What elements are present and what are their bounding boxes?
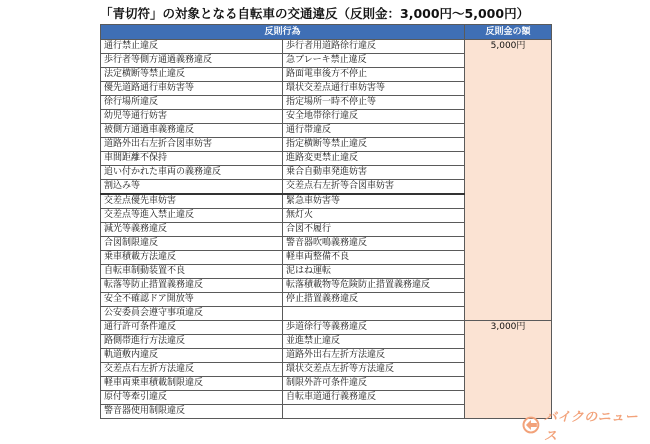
violation-cell-left: 公安委員会遵守事項違反 (101, 307, 283, 321)
site-logo (522, 406, 650, 444)
violation-cell-left: 安全不確認ドア開放等 (101, 293, 283, 307)
violation-cell-left: 原付等牽引違反 (101, 391, 283, 405)
violation-cell-right: 並進禁止違反 (283, 335, 465, 349)
table-row (101, 40, 552, 54)
violation-cell-left: 法定横断等禁止違反 (101, 68, 283, 82)
violation-cell-left: 減光等義務違反 (101, 223, 283, 237)
violation-cell-right: 環状交差点左折等方法違反 (283, 363, 465, 377)
violation-fine-table (100, 24, 552, 419)
violation-cell-left: 車間距離不保持 (101, 152, 283, 166)
violation-cell-left: 軌道敷内違反 (101, 349, 283, 363)
violation-cell-right: 軽車両整備不良 (283, 251, 465, 265)
page-title: 「青切符」の対象となる自転車の交通違反（反則金：3,000円〜5,000円） (100, 6, 530, 21)
violation-cell-left: 交差点優先車妨害 (101, 194, 283, 209)
violation-cell-right: 転落積載物等危険防止措置義務違反 (283, 279, 465, 293)
violation-cell-right: 道路外出右左折方法違反 (283, 349, 465, 363)
violation-cell-left: 歩行者等側方通過義務違反 (101, 54, 283, 68)
header-fine: 反則金の額 (465, 25, 552, 40)
violation-cell-right: 無灯火 (283, 209, 465, 223)
violation-cell-left: 路側帯進行方法違反 (101, 335, 283, 349)
violation-cell-left: 交差点右左折方法違反 (101, 363, 283, 377)
violation-cell-right: 環状交差点通行車妨害等 (283, 82, 465, 96)
header-violation: 反則行為 (101, 25, 465, 40)
violation-cell-left: 割込み等 (101, 180, 283, 195)
violation-cell-right: 交差点右左折等合図車妨害 (283, 180, 465, 195)
violation-cell-left: 通行許可条件違反 (101, 321, 283, 335)
violation-cell-left: 通行禁止違反 (101, 40, 283, 54)
violation-cell-right: 緊急車妨害等 (283, 194, 465, 209)
violation-cell-right: 警音器吹鳴義務違反 (283, 237, 465, 251)
violation-cell-left: 転落等防止措置義務違反 (101, 279, 283, 293)
violation-cell-left: 乗車積載方法違反 (101, 251, 283, 265)
bike-news-logo-icon (522, 416, 542, 434)
violation-cell-left: 追い付かれた車両の義務違反 (101, 166, 283, 180)
fine-amount-cell: 3,000円 (465, 321, 552, 419)
violation-cell-right (283, 405, 465, 419)
violation-cell-right: 指定横断等禁止違反 (283, 138, 465, 152)
violation-cell-left: 徐行場所違反 (101, 96, 283, 110)
violation-cell-right: 制限外許可条件違反 (283, 377, 465, 391)
violation-cell-right: 通行帯違反 (283, 124, 465, 138)
violation-cell-left: 軽車両乗車積載制限違反 (101, 377, 283, 391)
logo-text: バイクのニュース (543, 410, 639, 444)
violation-cell-right: 歩道徐行等義務違反 (283, 321, 465, 335)
violation-cell-right: 乗合自動車発進妨害 (283, 166, 465, 180)
fine-amount-cell: 5,000円 (465, 40, 552, 321)
violation-cell-left: 交差点等進入禁止違反 (101, 209, 283, 223)
table-body (101, 40, 552, 419)
violation-cell-right: 指定場所一時不停止等 (283, 96, 465, 110)
table-header-row (101, 25, 552, 40)
violation-cell-left: 自転車制動装置不良 (101, 265, 283, 279)
violation-cell-left: 合図制限違反 (101, 237, 283, 251)
violation-cell-left: 優先道路通行車妨害等 (101, 82, 283, 96)
violation-cell-right: 泥はね運転 (283, 265, 465, 279)
violation-cell-left: 警音器使用制限違反 (101, 405, 283, 419)
violation-cell-right: 合図不履行 (283, 223, 465, 237)
violation-cell-right: 急ブレーキ禁止違反 (283, 54, 465, 68)
violation-cell-right: 歩行者用道路徐行違反 (283, 40, 465, 54)
violation-cell-right: 安全地帯徐行違反 (283, 110, 465, 124)
violation-cell-right: 路面電車後方不停止 (283, 68, 465, 82)
violation-cell-left: 被側方通過車義務違反 (101, 124, 283, 138)
violation-cell-right (283, 307, 465, 321)
violation-cell-right: 停止措置義務違反 (283, 293, 465, 307)
violation-cell-right: 進路変更禁止違反 (283, 152, 465, 166)
violation-cell-left: 道路外出右左折合図車妨害 (101, 138, 283, 152)
table-row (101, 321, 552, 335)
violation-cell-right: 自転車道通行義務違反 (283, 391, 465, 405)
violation-cell-left: 幼児等通行妨害 (101, 110, 283, 124)
